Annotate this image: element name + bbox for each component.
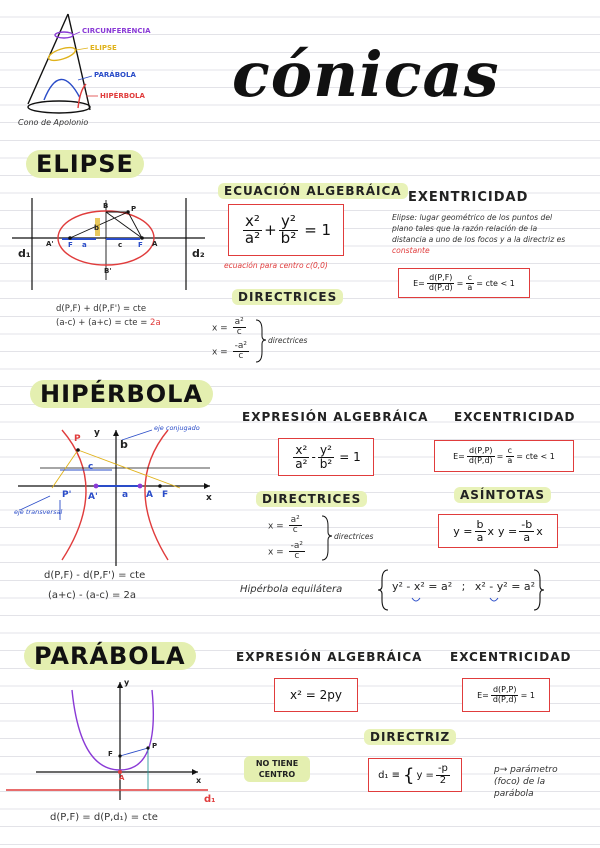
equilateral-hyperbola-label: Hipérbola equilátera: [240, 584, 343, 595]
parabola-dir-heading: DIRECTRIZ: [364, 730, 456, 744]
hyperbola-label-b: b: [120, 438, 128, 451]
hyperbola-asym-heading: ASÍNTOTAS: [454, 488, 551, 502]
section-title-ellipse: ELIPSE: [26, 150, 144, 178]
hyperbola-exc-heading: EXCENTRICIDAD: [454, 410, 576, 424]
page-title: cónicas: [232, 38, 500, 111]
ellipse-label-F: F: [138, 241, 143, 249]
hyperbola-label-a: a: [122, 490, 129, 500]
ellipse-property-1: d(P,F) + d(P,F') = cte: [56, 304, 147, 314]
ellipse-equation-box: $\frac{\text{x²}}{\text{a²}}$ + $\frac{\text{y²}}{\text{b²}}$ = 1: [228, 204, 344, 256]
equilateral-equations: y² - x² = a² ; x² - y² = a²: [392, 580, 536, 593]
ellipse-directrix-label: directrices: [268, 336, 308, 345]
ellipse-property-2-text: (a-c) + (a+c) = cte =: [56, 318, 148, 328]
ellipse-eq-note: ecuación para centro c(0,0): [224, 261, 328, 270]
hyperbola-directrix-label: directrices: [334, 532, 374, 541]
ellipse-label-A: A: [152, 240, 158, 248]
ellipse-directrix-1: x = $\frac{\text{a²}}{c}$: [212, 317, 244, 338]
parabola-label-d1: d₁: [204, 794, 216, 805]
hyperbola-label-c: c: [88, 462, 94, 472]
hyperbola-equation-box: $\frac{\text{x²}}{\text{a²}}$ - $\frac{\text{y²}}{\text{b²}}$ = 1: [278, 438, 374, 476]
cone-caption: Cono de Apolonio: [18, 118, 89, 127]
ellipse-exc-text: Elipse: lugar geométrico de los puntos del plano tales que la razón relación de la distancia a uno de los focos y a la directriz es constante: [392, 213, 566, 255]
ellipse-label-c: c: [118, 241, 123, 249]
parabola-equation-box: x² = 2py: [274, 678, 358, 712]
cone-label-circumference: CIRCUNFERENCIA: [82, 27, 151, 35]
hyperbola-label-conjugate-axis: eje conjugado: [154, 424, 200, 432]
cone-label-ellipse: ELIPSE: [90, 44, 117, 52]
ellipse-label-F-prime: F: [68, 241, 73, 249]
hyperbola-exc-box: E= $\frac{d(P,P)}{d(P,d)}$ = $\frac{c}{a}$ = cte < 1: [434, 440, 574, 472]
parabola-property-1: d(P,F) = d(P,d₁) = cte: [50, 812, 158, 823]
ellipse-label-d1: d₁: [18, 247, 31, 260]
parabola-exc-box: E= $\frac{d(P,P)}{d(P,d)}$ = 1: [462, 678, 550, 712]
parabola-no-center: NO TIENE CENTRO: [244, 756, 310, 782]
ellipse-dir-heading: DIRECTRICES: [232, 290, 343, 304]
parabola-label-x: x: [196, 776, 202, 785]
ellipse-directrix-2: x = $\frac{\text{-a²}}{c}$: [212, 341, 247, 362]
ellipse-exc-box: E= $\frac{d(P,F)}{d(P,d)}$ = $\frac{c}{a}$ = cte < 1: [398, 268, 530, 298]
ellipse-exc-heading: EXENTRICIDAD: [408, 190, 529, 205]
hyperbola-property-2: (a+c) - (a-c) = 2a: [48, 590, 137, 601]
section-title-hyperbola: HIPÉRBOLA: [30, 380, 213, 408]
parabola-directrix-box: d₁ ≡ { y = $\frac{-p}{2}$: [368, 758, 462, 792]
parabola-label-A: A: [119, 774, 125, 782]
parabola-exc-heading: EXCENTRICIDAD: [450, 650, 572, 664]
ellipse-property-2-value: 2a: [150, 318, 161, 328]
cone-label-parabola: PARÁBOLA: [94, 71, 136, 79]
parabola-label-F: F: [108, 750, 113, 758]
hyperbola-asymptotes-box: y = $\frac{b}{a}$ x y = $\frac{-b}{a}$ x: [438, 514, 558, 548]
hyperbola-label-A: A: [146, 490, 153, 500]
hyperbola-property-1: d(P,F) - d(P,F') = cte: [44, 570, 146, 581]
ellipse-label-a: a: [82, 241, 87, 249]
hyperbola-label-P-prime: P': [62, 490, 72, 500]
hyperbola-dir-heading: DIRECTRICES: [256, 492, 367, 506]
ellipse-label-A-prime: A': [46, 240, 54, 248]
cone-label-hyperbola: HIPÉRBOLA: [100, 92, 145, 100]
ellipse-label-d2: d₂: [192, 247, 205, 260]
hyperbola-eq-heading: EXPRESIÓN ALGEBRÁICA: [242, 410, 429, 424]
hyperbola-directrix-2: x = $\frac{\text{-a²}}{c}$: [268, 541, 303, 562]
hyperbola-directrix-1: x = $\frac{\text{a²}}{c}$: [268, 515, 300, 536]
hyperbola-label-transverse-axis: eje transversal: [14, 508, 63, 516]
parabola-label-P: P: [152, 742, 158, 750]
ellipse-label-b: b: [94, 224, 100, 232]
hyperbola-label-y: y: [94, 428, 100, 438]
ellipse-label-P: P: [131, 205, 137, 213]
ellipse-label-B: B: [103, 202, 109, 210]
ellipse-eq-heading: ECUACIÓN ALGEBRÁICA: [218, 184, 408, 198]
hyperbola-label-x: x: [206, 493, 212, 503]
parabola-parameter-note: p→ parámetro (foco) de la parábola: [494, 765, 558, 799]
hyperbola-label-A-prime: A': [88, 492, 98, 502]
parabola-eq-heading: EXPRESIÓN ALGEBRÁICA: [236, 650, 423, 664]
section-title-parabola: PARÁBOLA: [24, 642, 196, 670]
hyperbola-label-P: P: [74, 434, 81, 444]
ellipse-label-B-prime: B': [104, 267, 112, 275]
parabola-label-y: y: [124, 678, 130, 687]
hyperbola-label-F: F: [162, 490, 169, 500]
